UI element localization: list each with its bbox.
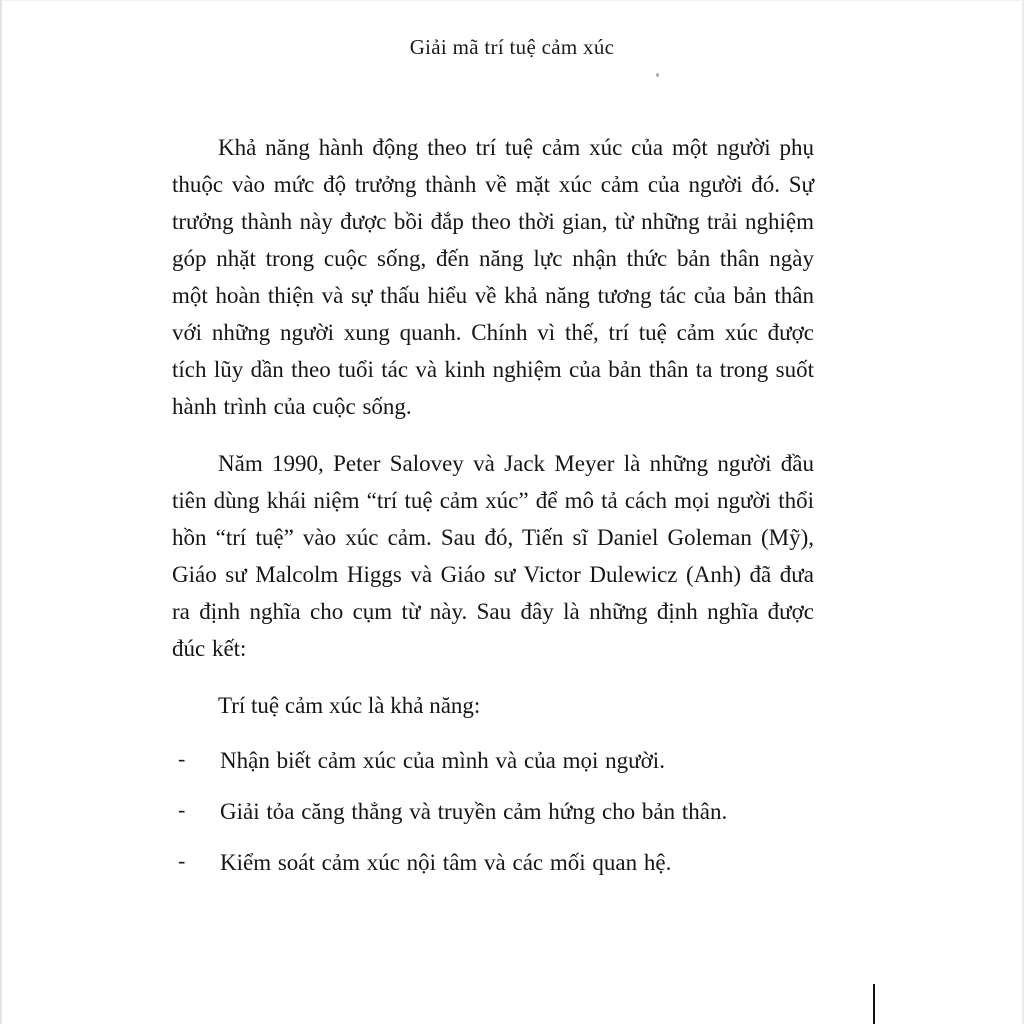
scan-speck [656, 73, 659, 77]
bullet-text: Giải tỏa căng thẳng và truyền cảm hứng cho bản thân. [220, 799, 728, 824]
lead-line: Trí tuệ cảm xúc là khả năng: [218, 693, 481, 718]
running-header: Giải mã trí tuệ cảm xúc [409, 35, 615, 59]
bullet-dash: - [178, 746, 186, 771]
page-body [172, 129, 814, 895]
bullet-dash: - [178, 797, 186, 822]
bullet-dash: - [178, 848, 186, 873]
paragraph: Năm 1990, Peter Salovey và Jack Meyer là những người đầu tiên dùng khái niệm “trí tuệ cảm xúc” để mô tả cách mọi người thổi hồn “trí tuệ” vào xúc cảm. Sau đó, Tiến sĩ Daniel Goleman (Mỹ), Giáo sư Malcolm Higgs và Giáo sư Victor Dulewicz (Anh) đã đưa ra định nghĩa cho cụm từ này. Sau đây là những định nghĩa được đúc kết: [172, 451, 814, 661]
list-item [172, 793, 814, 830]
list-item [172, 844, 814, 881]
list-item [172, 742, 814, 779]
page-edge-line [873, 984, 875, 1024]
bullet-text: Nhận biết cảm xúc của mình và của mọi người. [220, 748, 665, 773]
paragraph: Khả năng hành động theo trí tuệ cảm xúc của một người phụ thuộc vào mức độ trưởng thành về mặt xúc cảm của người đó. Sự trưởng thành này được bồi đắp theo thời gian, từ những trải nghiệm góp nhặt trong cuộc sống, đến năng lực nhận thức bản thân ngày một hoàn thiện và sự thấu hiểu về khả năng tương tác của bản thân với những người xung quanh. Chính vì thế, trí tuệ cảm xúc được tích lũy dần theo tuổi tác và kinh nghiệm của bản thân ta trong suốt hành trình của cuộc sống. [172, 135, 814, 419]
bullet-text: Kiểm soát cảm xúc nội tâm và các mối quan hệ. [220, 850, 672, 875]
